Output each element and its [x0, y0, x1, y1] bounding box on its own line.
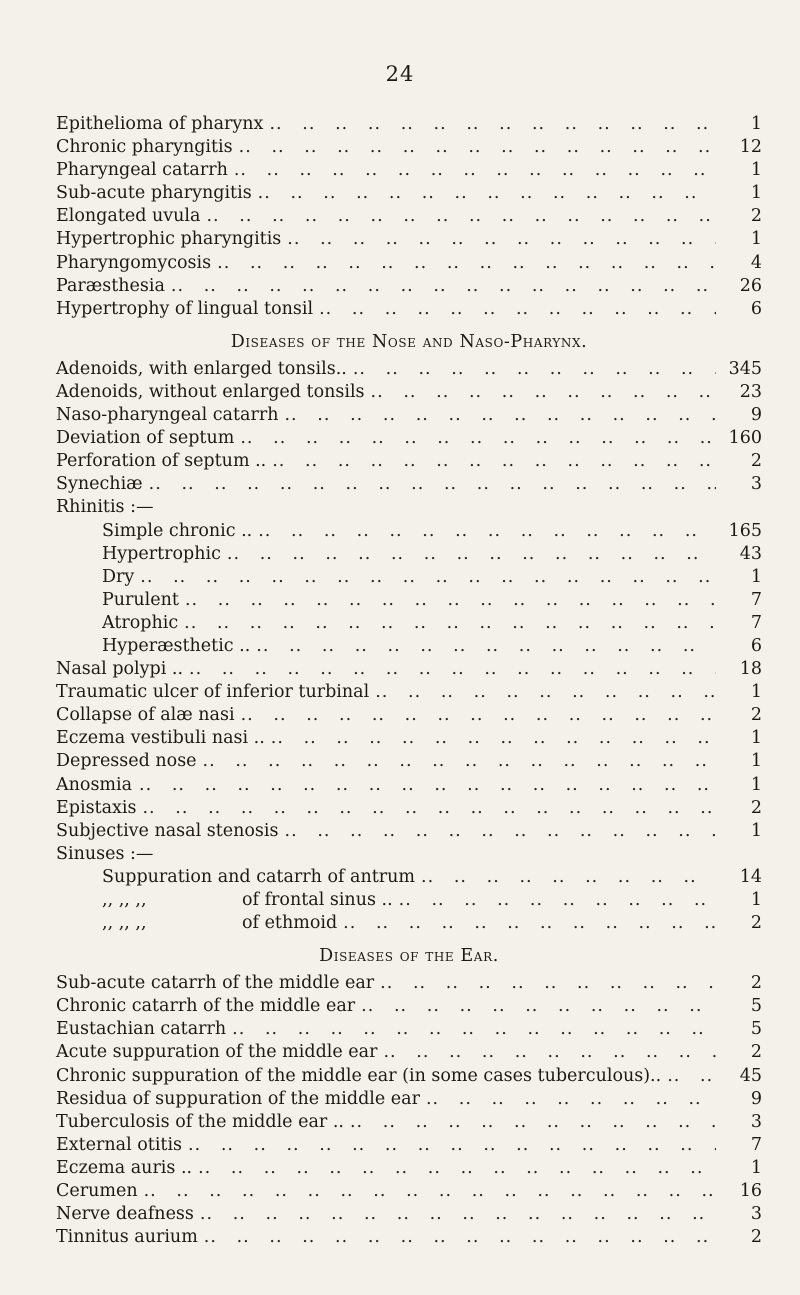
item-label: Purulent — [102, 589, 179, 610]
leader-dots — [143, 473, 716, 496]
item-label: Hypertrophic pharyngitis — [56, 229, 282, 250]
subsection-label-sinuses: Sinuses :— — [56, 843, 154, 864]
list-item — [56, 228, 762, 251]
item-label: Synechiæ — [56, 474, 143, 495]
list-item — [56, 1065, 762, 1088]
section-heading-nose: Diseases of the Nose and Naso-Pharynx. — [230, 331, 588, 352]
leader-dots — [415, 866, 716, 889]
document-body — [56, 113, 762, 1249]
list-item — [56, 972, 762, 995]
list-item — [56, 889, 762, 912]
leader-dots — [281, 228, 716, 251]
list-item — [56, 1157, 762, 1180]
item-count: 345 — [728, 358, 762, 379]
item-label: Epistaxis — [56, 797, 137, 818]
item-label: Atrophic — [102, 612, 179, 633]
item-count: 2 — [750, 1227, 762, 1248]
item-count: 4 — [750, 252, 762, 273]
subsection-label-rhinitis: Rhinitis :— — [56, 497, 154, 518]
leader-dots — [178, 612, 716, 635]
list-item — [56, 182, 762, 205]
leader-dots — [234, 427, 716, 450]
leader-dots — [365, 381, 716, 404]
list-item — [56, 681, 762, 704]
list-item — [56, 1088, 762, 1111]
item-count: 165 — [728, 520, 762, 541]
item-count: 9 — [750, 405, 762, 426]
leader-dots — [182, 1134, 716, 1157]
ditto-marks: ,, ,, ,, — [102, 890, 147, 910]
item-count: 5 — [750, 996, 762, 1017]
leader-dots — [377, 1041, 716, 1064]
item-count: 2 — [750, 913, 762, 934]
item-count: 45 — [739, 1065, 762, 1086]
item-count: 5 — [750, 1019, 762, 1040]
item-count: 1 — [750, 890, 762, 910]
leader-dots — [279, 820, 717, 843]
item-count: 1 — [750, 160, 762, 181]
item-count: 1 — [750, 682, 762, 703]
leader-dots — [179, 589, 716, 612]
ditto-marks: ,, ,, ,, — [102, 913, 147, 934]
leader-dots — [420, 1088, 716, 1111]
list-item — [56, 797, 762, 820]
item-label: Pharyngeal catarrh — [56, 160, 228, 181]
item-count: 6 — [750, 298, 762, 319]
list-item — [56, 136, 762, 159]
list-item — [56, 543, 762, 566]
list-item — [56, 1226, 762, 1249]
item-count: 2 — [750, 1042, 762, 1063]
item-count: 1 — [750, 751, 762, 772]
list-item — [56, 275, 762, 298]
item-count: 6 — [750, 635, 762, 656]
leader-dots — [661, 1065, 716, 1088]
leader-dots — [211, 252, 716, 275]
item-label: Chronic suppuration of the middle ear (in some cases tuberculous).. — [56, 1065, 662, 1086]
item-label: Cerumen — [56, 1181, 138, 1202]
item-label: Adenoids, without enlarged tonsils — [56, 381, 365, 402]
list-item — [56, 205, 762, 228]
list-item — [56, 1180, 762, 1203]
list-item — [56, 1203, 762, 1226]
leader-dots — [183, 658, 716, 681]
leader-dots — [263, 113, 716, 136]
leader-dots — [226, 1018, 716, 1041]
item-label: Perforation of septum .. — [56, 451, 267, 472]
leader-dots — [393, 889, 716, 912]
leader-dots — [250, 635, 716, 658]
list-item — [56, 520, 762, 543]
item-label: Acute suppuration of the middle ear — [56, 1042, 378, 1063]
list-item — [56, 1134, 762, 1157]
item-label: Hypertrophic — [102, 543, 221, 564]
item-label: Hypertrophy of lingual tonsil — [56, 298, 314, 319]
item-label: Traumatic ulcer of inferior turbinal — [56, 682, 370, 703]
item-label: of ethmoid — [242, 913, 338, 934]
item-count: 160 — [728, 428, 762, 449]
item-label: Subjective nasal stenosis — [56, 820, 279, 841]
list-item — [56, 635, 762, 658]
list-item — [56, 566, 762, 589]
list-item — [56, 820, 762, 843]
item-label: Paræsthesia — [56, 275, 165, 296]
list-item — [56, 159, 762, 182]
item-count: 18 — [739, 659, 762, 680]
item-label: Adenoids, with enlarged tonsils.. — [56, 358, 347, 379]
list-item — [56, 774, 762, 797]
leader-dots — [347, 358, 716, 381]
list-item — [56, 404, 762, 427]
item-count: 1 — [750, 229, 762, 250]
item-label: Epithelioma of pharynx — [56, 114, 264, 134]
leader-dots — [197, 750, 716, 773]
item-count: 2 — [750, 206, 762, 227]
item-count: 16 — [739, 1181, 762, 1202]
item-count: 2 — [750, 973, 762, 994]
list-item — [56, 427, 762, 450]
leader-dots — [337, 912, 716, 935]
leader-dots — [278, 404, 716, 427]
item-label: Suppuration and catarrh of antrum — [102, 866, 416, 887]
item-count: 1 — [750, 820, 762, 841]
leader-dots — [228, 159, 716, 182]
leader-dots — [138, 1180, 716, 1203]
item-label: Simple chronic .. — [102, 520, 253, 541]
leader-dots — [200, 205, 716, 228]
item-count: 1 — [750, 566, 762, 587]
leader-dots — [194, 1203, 716, 1226]
item-label: Depressed nose — [56, 751, 197, 772]
item-label: Pharyngomycosis — [56, 252, 212, 273]
item-count: 1 — [750, 774, 762, 795]
leader-dots — [344, 1111, 716, 1134]
item-label: Tuberculosis of the middle ear .. — [56, 1111, 344, 1132]
leader-dots — [252, 520, 716, 543]
page-number: 24 — [385, 62, 415, 86]
item-label: External otitis — [56, 1134, 183, 1155]
list-item — [56, 612, 762, 635]
leader-dots — [233, 136, 716, 159]
list-item — [56, 704, 762, 727]
leader-dots — [374, 972, 716, 995]
list-item — [56, 381, 762, 404]
leader-dots — [355, 995, 716, 1018]
item-label: Eustachian catarrh — [56, 1019, 227, 1040]
item-count: 12 — [739, 137, 762, 158]
item-label: Anosmia — [56, 774, 133, 795]
list-item — [56, 298, 762, 321]
list-item — [56, 750, 762, 773]
leader-dots — [221, 543, 716, 566]
list-item — [56, 358, 762, 381]
item-count: 2 — [750, 451, 762, 472]
item-count: 3 — [750, 1111, 762, 1132]
item-count: 1 — [750, 1157, 762, 1178]
item-count: 14 — [739, 866, 762, 887]
item-label: Nerve deafness — [56, 1204, 194, 1225]
item-label: Naso-pharyngeal catarrh — [56, 405, 279, 426]
item-count: 7 — [750, 589, 762, 610]
list-item — [56, 658, 762, 681]
item-count: 23 — [739, 381, 762, 402]
item-label: Eczema vestibuli nasi .. — [56, 728, 265, 749]
leader-dots — [132, 774, 716, 797]
item-count: 9 — [750, 1088, 762, 1109]
leader-dots — [235, 704, 716, 727]
item-label: Residua of suppuration of the middle ear — [56, 1088, 420, 1109]
item-count: 2 — [750, 797, 762, 818]
item-count: 43 — [739, 543, 762, 564]
list-item — [56, 995, 762, 1018]
nose-list — [56, 358, 762, 935]
item-label: Collapse of alæ nasi — [56, 705, 235, 726]
list-item — [56, 589, 762, 612]
item-count: 1 — [750, 114, 762, 134]
item-label: Hyperæsthetic .. — [102, 635, 251, 656]
item-label: Sub-acute catarrh of the middle ear — [56, 973, 375, 994]
leader-dots — [136, 797, 716, 820]
item-label: Deviation of septum — [56, 428, 235, 449]
item-count: 3 — [750, 474, 762, 495]
leader-dots — [165, 275, 716, 298]
item-count: 7 — [750, 612, 762, 633]
list-item — [56, 1041, 762, 1064]
item-label: Chronic pharyngitis — [56, 137, 233, 158]
item-label: Nasal polypi .. — [56, 659, 184, 680]
leader-dots — [313, 298, 716, 321]
item-label: Dry — [102, 566, 135, 587]
leader-dots — [265, 727, 716, 750]
list-item — [56, 912, 762, 935]
item-label: Sub-acute pharyngitis — [56, 183, 252, 204]
list-item — [56, 450, 762, 473]
list-item — [56, 113, 762, 136]
item-count: 2 — [750, 705, 762, 726]
list-item — [56, 1111, 762, 1134]
item-count: 26 — [739, 275, 762, 296]
item-label: Eczema auris .. — [56, 1157, 193, 1178]
leader-dots — [192, 1157, 716, 1180]
section-heading-ear: Diseases of the Ear. — [319, 946, 499, 967]
leader-dots — [134, 566, 716, 589]
leader-dots — [252, 182, 716, 205]
item-count: 7 — [750, 1134, 762, 1155]
ear-list — [56, 972, 762, 1249]
item-label: Chronic catarrh of the middle ear — [56, 996, 356, 1017]
pharynx-list — [56, 113, 762, 321]
list-item — [56, 727, 762, 750]
list-item — [56, 866, 762, 889]
item-label: Elongated uvula — [56, 206, 201, 227]
item-count: 1 — [750, 183, 762, 204]
leader-dots — [266, 450, 716, 473]
list-item — [56, 1018, 762, 1041]
item-label: of frontal sinus .. — [242, 890, 393, 910]
item-count: 3 — [750, 1204, 762, 1225]
list-item — [56, 473, 762, 496]
item-count: 1 — [750, 728, 762, 749]
list-item — [56, 252, 762, 275]
item-label: Tinnitus aurium — [56, 1227, 198, 1248]
leader-dots — [369, 681, 716, 704]
leader-dots — [198, 1226, 716, 1249]
